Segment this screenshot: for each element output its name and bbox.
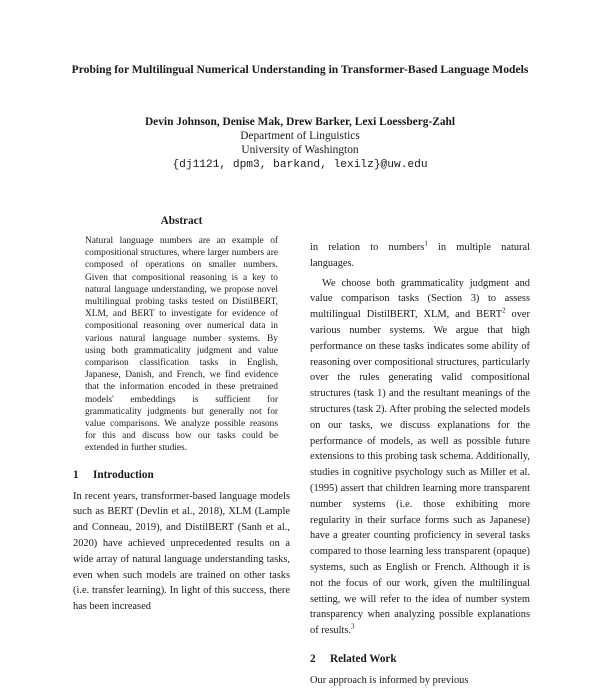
author-university: University of Washington: [241, 144, 359, 157]
introduction-heading: [73, 469, 290, 481]
paper-title: Probing for Multilingual Numerical Understanding in Transformer-Based Language Models: [71, 63, 529, 76]
methods-overview-paragraph: [310, 276, 530, 639]
continuation-before: in relation to numbers: [310, 242, 425, 253]
introduction-paragraph: In recent years, transformer-based language models such as BERT (Devlin et al., 2018), XLM (Lample and Conneau, 2019), and DistilBERT (Sanh et al., 2020) have achieved unprecedented results on a wide array of natural language understanding tasks, even when such models are trained on other tasks (i.e. transfer learning). In light of this success, there has been increased: [73, 490, 290, 613]
right-column: [310, 240, 530, 689]
abstract-heading: Abstract: [160, 215, 203, 227]
related-work-title: Related Work: [330, 652, 397, 665]
author-block: [60, 115, 540, 172]
left-column: [73, 215, 290, 615]
footnote-marker-2: 2: [502, 306, 506, 315]
related-work-text: [310, 673, 530, 689]
author-names: Devin Johnson, Denise Mak, Drew Barker, Lexi Loessberg-Zahl: [144, 116, 456, 128]
paragraph-part-a: We choose both grammaticality judgment and value comparison tasks (Section 3) to assess multilingual DistilBERT, XLM, and BERT: [310, 277, 530, 321]
continuation-paragraph: [310, 240, 530, 272]
abstract-text: Natural language numbers are an example of compositional structures, where larger numbers are composed of operations on smaller numbers. Given that compositional reasoning is a key to natural language understanding, we propose novel multilingual probing tasks tested on DistilBERT, XLM, and BERT to investigate for evidence of compositional reasoning over numerical data in various natural language number systems. By using both grammaticality judgment and value comparison classification tasks in English, Japanese, Danish, and French, we find evidence that the information encoded in these pretrained models' embeddings is sufficient for grammaticality judgments but generally not for value comparisons. We analyze possible reasons for this and discuss how our tasks could be extended in further studies.: [85, 236, 278, 454]
related-work-paragraph: Our approach is informed by previous: [310, 674, 469, 686]
introduction-text: [73, 489, 290, 615]
related-work-heading: [310, 653, 530, 665]
author-emails: {dj1121, dpm3, barkand, lexilz}@uw.edu: [172, 158, 428, 171]
footnote-marker-3: 3: [350, 622, 355, 631]
author-department: Department of Linguistics: [240, 130, 360, 143]
paragraph-part-b: over various number systems. We argue that high performance on these tasks indicates some ability of reasoning over compositional structures, particularly over the rules generating valid compositional structures (task 1) and the resultant meanings of the structures (task 2). After probing the selected models on our tasks, we discuss explanations for the performance of models, as well as possible future extensions to this probing task schema. Additionally, studies in cognitive psychology such as Miller et al. (1995) assert that children learning more transparent number systems (i.e. those exhibiting more regularity in their surface forms such as Japanese) have a greater counting proficiency in several tasks compared to those learning less transparent (opaque) systems, such as English or French. Although it is not the focus of our work, given the multilingual setting, we will refer to the idea of number system transparency when analyzing possible explanations of results.: [310, 309, 530, 637]
introduction-title: Introduction: [93, 468, 154, 481]
related-work-number: 2: [310, 652, 316, 665]
footnote-marker-1: 1: [424, 239, 428, 248]
introduction-number: 1: [73, 468, 79, 481]
continuation-after: in multiple natural languages.: [310, 242, 530, 269]
right-column-text: [310, 240, 530, 639]
